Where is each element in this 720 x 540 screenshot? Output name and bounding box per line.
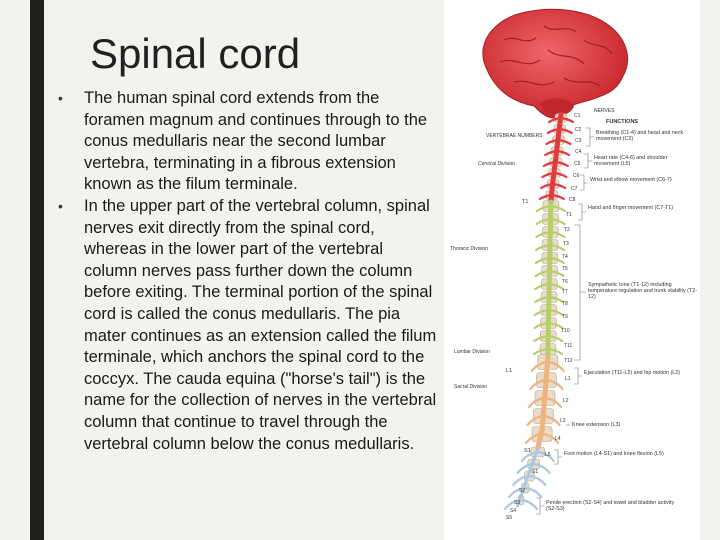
nerve-label: T10	[561, 328, 570, 334]
cord-segment	[546, 358, 547, 376]
nerve-label: S2	[519, 488, 526, 494]
vertebra-label-t1: T1	[522, 199, 529, 205]
function-label: Sympathetic tone (T1-12) including temperature regulation and trunk stability (T2-12)	[588, 282, 698, 300]
function-label: Hand and finger movement (C7-T1)	[588, 205, 674, 211]
cord-segment	[545, 376, 546, 394]
function-label: Breathing (C1-4) and head and neck movement (C2)	[596, 130, 684, 142]
bullet-item	[58, 196, 440, 455]
function-labels	[546, 130, 698, 520]
nerve-label: C6	[573, 173, 580, 179]
nerve-label: T9	[562, 314, 568, 320]
nerves-header: NERVES	[594, 108, 615, 114]
bullet-glyph: •	[58, 90, 63, 106]
nerve-label: L2	[563, 398, 569, 404]
bullet-text: In the upper part of the vertebral column, spinal nerves exit directly from the spinal cord, whereas in the lower part of the vertebral column nerves pass further down the column before exiting. The terminal portion of the spinal cord is called the conus medullaris. The pia mater continues as an extension called the filum terminale, which anchors the spinal cord to the coccyx. The cauda equina ("horse's tail") is the name for the collection of nerves in the vertebral column that continue to travel through the vertebral column below the conus medullaris.	[84, 196, 437, 453]
nerve-label: S3	[514, 500, 521, 506]
cord-segment	[542, 412, 543, 430]
spinal-cord-diagram	[444, 0, 700, 540]
nerve-label: S4	[510, 508, 517, 514]
nerve-label: T6	[562, 279, 568, 285]
nerve-label: T11	[564, 343, 573, 349]
function-label: Ejaculation (T11-L2) and hip motion (L2)	[584, 370, 681, 376]
vertebral-column	[518, 114, 567, 506]
nerve-label: L5	[545, 452, 551, 458]
nerve-label: T2	[564, 227, 570, 233]
function-label: Foot motion (L4-S1) and knee flexion (L5)	[564, 451, 664, 457]
nerve-label: T8	[562, 301, 568, 307]
nerve-label: C8	[569, 197, 576, 203]
sacral-division-label: Sacral Division	[454, 384, 488, 390]
function-label: Heart rate (C4-6) and shoulder movement (L5)	[594, 155, 668, 167]
vertebra-label-l1: L1	[506, 368, 513, 374]
vertebrae-header: VERTEBRAE NUMBERS	[486, 133, 543, 139]
nerve-label: L3	[560, 418, 566, 424]
nerve-label: L4	[555, 436, 561, 442]
nerve-label: T4	[562, 254, 568, 260]
nerve-label: C7	[571, 186, 578, 192]
bullet-list	[58, 88, 440, 455]
nerve-label: T1	[566, 212, 572, 218]
nerve-label: C2	[575, 127, 582, 133]
bullet-item	[58, 88, 440, 196]
nerve-label: C1	[574, 113, 581, 119]
nerve-label: T5	[562, 266, 568, 272]
cervical-division-label: Cervical Division	[478, 161, 515, 167]
diagram-canvas	[444, 0, 700, 540]
slide-title: Spinal cord	[90, 30, 301, 77]
function-label: Knee extension (L3)	[572, 422, 621, 428]
vertebra-label-s1: S1	[524, 448, 531, 454]
functions-header: FUNCTIONS	[606, 119, 639, 125]
function-label: Wrist and elbow movement (C6-7)	[590, 177, 672, 183]
function-label: Penile erection (S2-S4) and towel and bladder activity (S2-S3)	[546, 500, 675, 512]
nerve-label: S5	[506, 515, 513, 521]
accent-bar	[30, 0, 44, 540]
cord-segment	[544, 394, 546, 412]
lumbar-division-label: Lumbar Division	[454, 349, 490, 355]
nerve-label: T7	[562, 289, 568, 295]
nerve-label: S1	[532, 469, 539, 475]
thoracic-division-label: Thoracic Division	[450, 246, 489, 252]
nerve-label: T12	[564, 358, 573, 364]
nerve-label: T3	[563, 241, 569, 247]
bullet-glyph: •	[58, 197, 63, 214]
nerve-label: C4	[575, 149, 582, 155]
nerve-label: C5	[574, 161, 581, 167]
nerve-label: C3	[575, 138, 582, 144]
nerve-label: L1	[565, 376, 571, 382]
bullet-text: The human spinal cord extends from the foramen magnum and continues through to the conus medullaris near the second lumbar vertebra, terminating in a fibrous extension known as the filum terminale.	[84, 89, 428, 194]
